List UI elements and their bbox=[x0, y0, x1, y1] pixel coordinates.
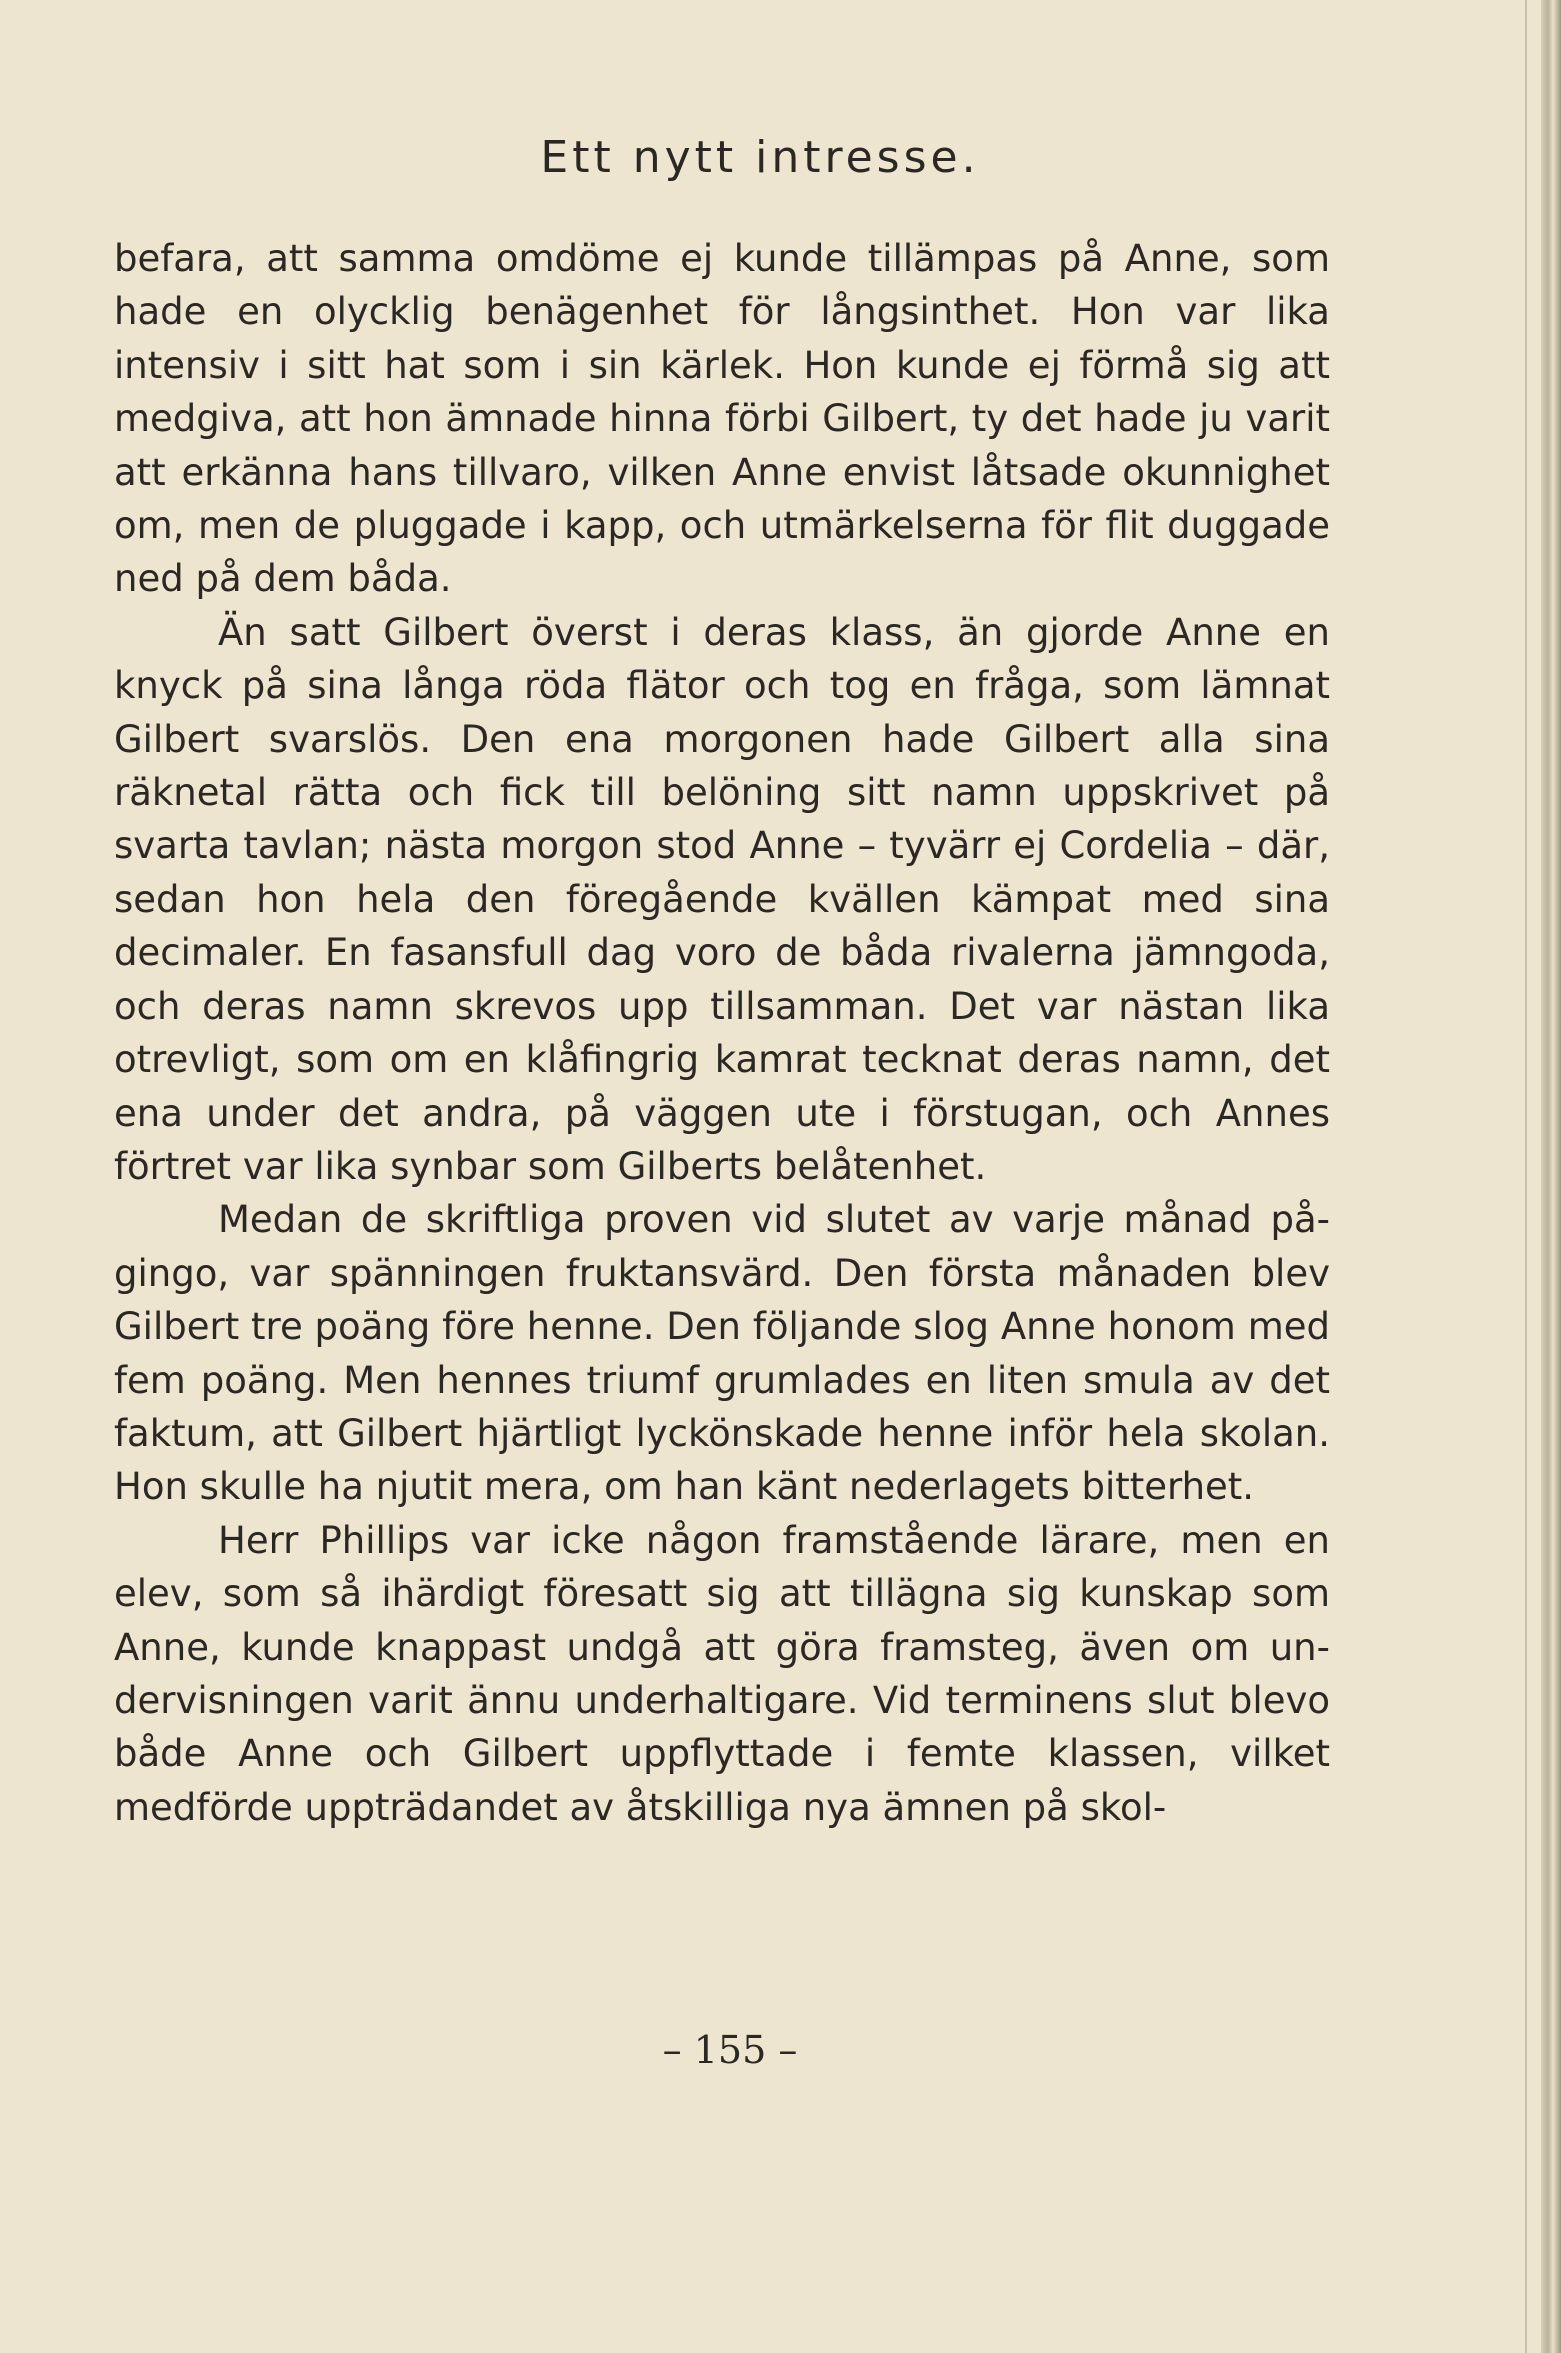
gutter-shadow bbox=[1525, 0, 1527, 2353]
paragraph: Herr Phillips var icke någon framstående lärare, men en elev, som så ihärdigt föresatt sig att tillägna sig kunskap som Anne, kunde knappast undgå att göra framsteg, även om undervisningen varit ännu underhaltigare. Vid terminens slut blevo både Anne och Gilbert uppflyttade i femte klassen, vilket medförde uppträdandet av åtskilliga nya ämnen på skol- bbox=[114, 1518, 1330, 1829]
body-text bbox=[114, 232, 1330, 1834]
running-head: Ett nytt intresse. bbox=[540, 132, 980, 183]
book-spine bbox=[1541, 0, 1561, 2353]
page-number: – 155 – bbox=[662, 2028, 798, 2072]
paragraph: Än satt Gilbert överst i deras klass, än gjorde Anne en knyck på sina långa röda flätor och tog en fråga, som lämnat Gilbert svarslös. Den ena morgonen hade Gilbert alla sina räknetal rätta och fick till belöning sitt namn uppskrivet på svarta tavlan; nästa morgon stod Anne – tyvärr ej Cordelia – där, sedan hon hela den föregående kvällen kämpat med sina decimaler. En fasansfull dag voro de båda rivalerna jämngoda, och deras namn skrevos upp tillsamman. Det var nästan lika otrevligt, som om en klåfingrig kamrat tecknat deras namn, det ena under det andra, på väggen ute i förstugan, och Annes förtret var lika synbar som Gilberts belåtenhet. bbox=[114, 610, 1330, 1188]
paragraph: befara, att samma omdöme ej kunde tillämpas på Anne, som hade en olycklig benägenhet för långsinthet. Hon var lika intensiv i sitt hat som i sin kärlek. Hon kunde ej förmå sig att medgiva, att hon ämnade hinna förbi Gilbert, ty det hade ju varit att erkänna hans tillvaro, vilken Anne envist låtsade okunnighet om, men de pluggade i kapp, och utmärkelserna för flit duggade ned på dem båda. bbox=[114, 237, 1330, 601]
paragraph: Medan de skriftliga proven vid slutet av varje månad pågingo, var spänningen fruktansvärd. Den första månaden blev Gilbert tre poäng före henne. Den följande slog Anne honom med fem poäng. Men hennes triumf grumlades en liten smula av det faktum, att Gilbert hjärtligt lyckönskade henne inför hela skolan. Hon skulle ha njutit mera, om han känt nederlagets bitterhet. bbox=[114, 1198, 1330, 1509]
